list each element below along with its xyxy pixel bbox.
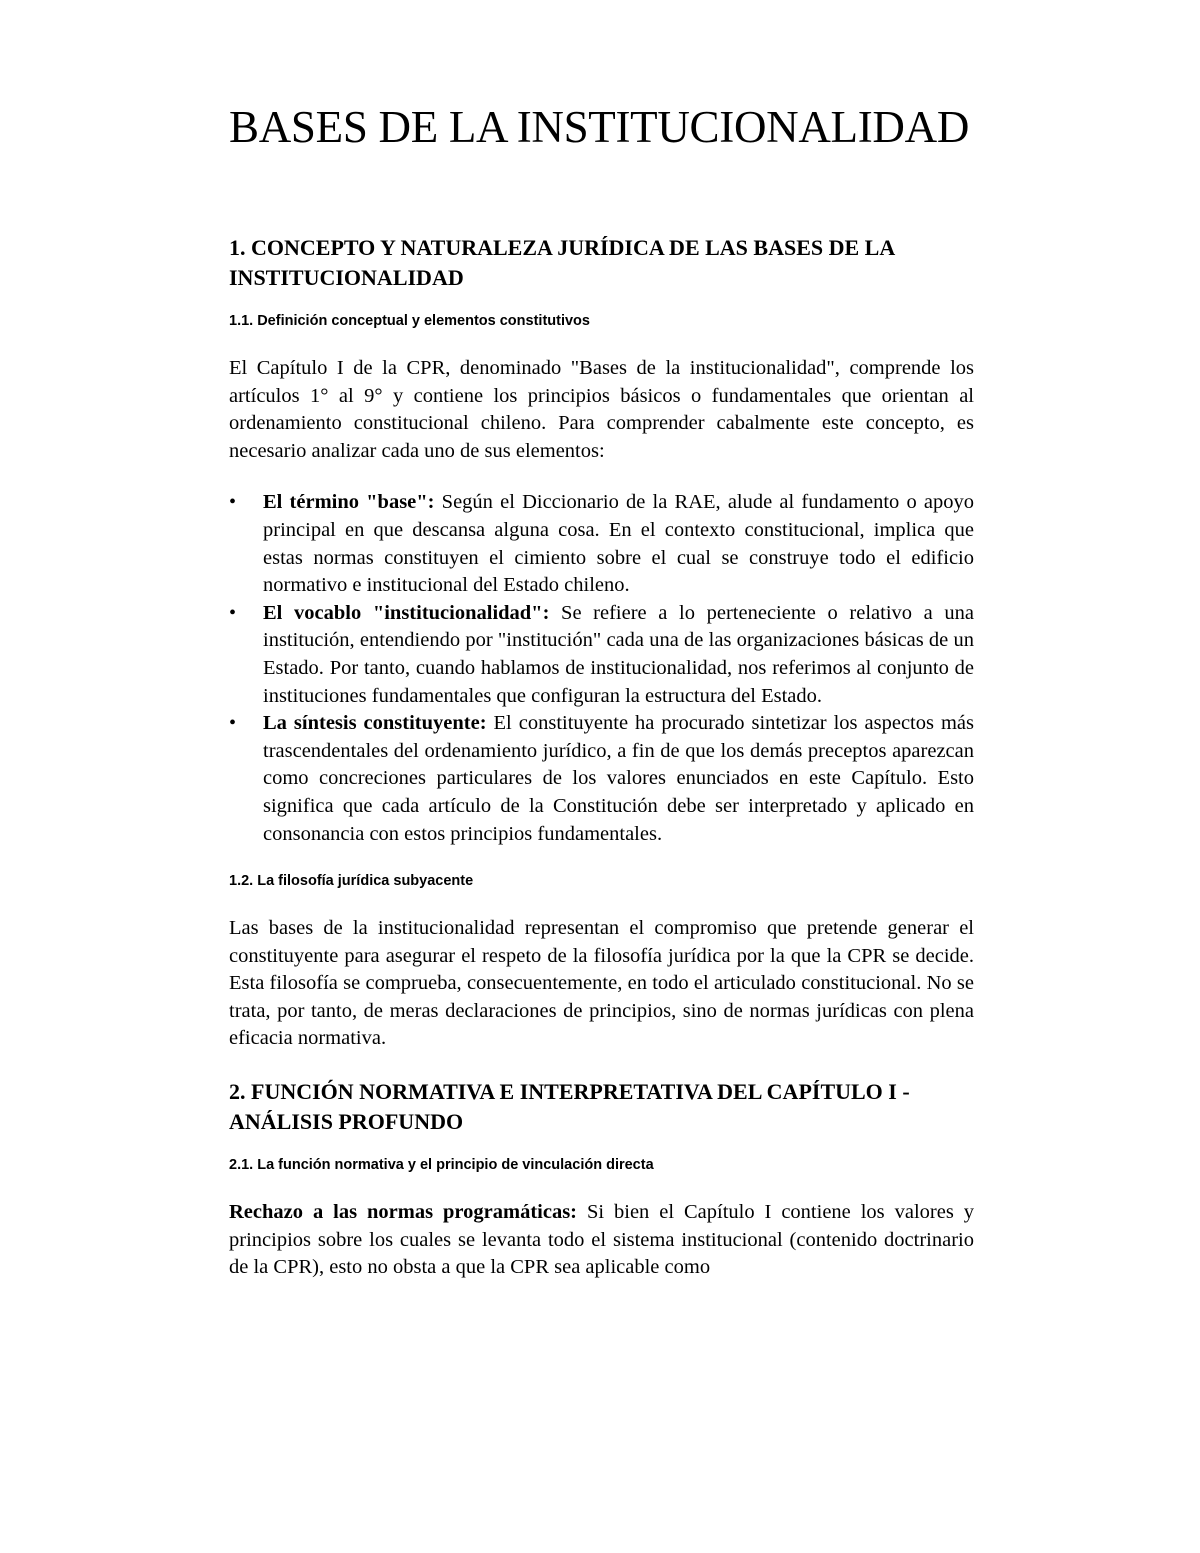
list-item	[229, 489, 974, 599]
list-item-term: La síntesis constituyente:	[263, 712, 487, 735]
bullet-icon: •	[229, 712, 237, 735]
bullet-icon: •	[229, 491, 237, 514]
section-2-1-text	[229, 1199, 974, 1282]
section-2-1-heading: 2.1. La función normativa y el principio de vinculación directa	[229, 1157, 654, 1174]
list-item-text: Según el Diccionario de la RAE, alude al fundamento o apoyo principal en que descansa alguna cosa. En el contexto constitucional, implica que estas normas constituyen el cimiento sobre el cual se construye todo el edificio normativo e institucional del Estado chileno.	[263, 491, 974, 597]
list-item-text: Se refiere a lo perteneciente o relativo a una institución, entendiendo por "institución" cada una de las organizaciones básicas de un Estado. Por tanto, cuando hablamos de institucionalidad, nos referimos al conjunto de instituciones fundamentales que configuran la estructura del Estado.	[263, 601, 974, 707]
list-item-term: El vocablo "institucionalidad":	[263, 601, 550, 624]
section-2-heading: 2. FUNCIÓN NORMATIVA E INTERPRETATIVA DEL CAPÍTULO I - ANÁLISIS PROFUNDO	[229, 1079, 910, 1135]
document-page	[229, 100, 974, 1306]
document-title: BASES DE LA INSTITUCIONALIDAD	[229, 102, 970, 152]
section-1-2-text: Las bases de la institucionalidad representan el compromiso que pretende generar el constituyente para asegurar el respeto de la filosofía jurídica por la que la CPR se decide. Esta filosofía se comprueba, consecuentemente, en todo el articulado constitucional. No se trata, por tanto, de meras declaraciones de principios, sino de normas jurídicas con plena eficacia normativa.	[229, 917, 974, 1050]
list-item	[229, 710, 974, 848]
section-1-heading: 1. CONCEPTO Y NATURALEZA JURÍDICA DE LAS BASES DE LA INSTITUCIONALIDAD	[229, 235, 895, 290]
section-1-2-heading: 1.2. La filosofía jurídica subyacente	[229, 873, 474, 890]
list-item-text: El constituyente ha procurado sintetizar los aspectos más trascendentales del ordenamiento jurídico, a fin de que los demás preceptos aparezcan como concreciones particulares de los valores enunciados en este Capítulo. Esto significa que cada artículo de la Constitución debe ser interpretado y aplicado en consonancia con estos principios fundamentales.	[263, 712, 974, 845]
section-2-1-body: Si bien el Capítulo I contiene los valores y principios sobre los cuales se levanta todo el sistema institucional (contenido doctrinario de la CPR), esto no obsta a que la CPR sea aplicable como	[229, 1201, 974, 1279]
bullet-icon: •	[229, 601, 237, 624]
section-1-1-heading: 1.1. Definición conceptual y elementos constitutivos	[229, 313, 590, 329]
section-1-1-intro: El Capítulo I de la CPR, denominado "Bases de la institucionalidad", comprende los artículos 1° al 9° y contiene los principios básicos o fundamentales que orientan al ordenamiento constitucional chileno. Para comprender cabalmente este concepto, es necesario analizar cada uno de sus elementos:	[229, 357, 974, 462]
section-2-1-lead: Rechazo a las normas programáticas:	[229, 1201, 578, 1224]
elements-list	[229, 489, 974, 848]
list-item	[229, 600, 974, 710]
list-item-term: El término "base":	[263, 491, 435, 514]
